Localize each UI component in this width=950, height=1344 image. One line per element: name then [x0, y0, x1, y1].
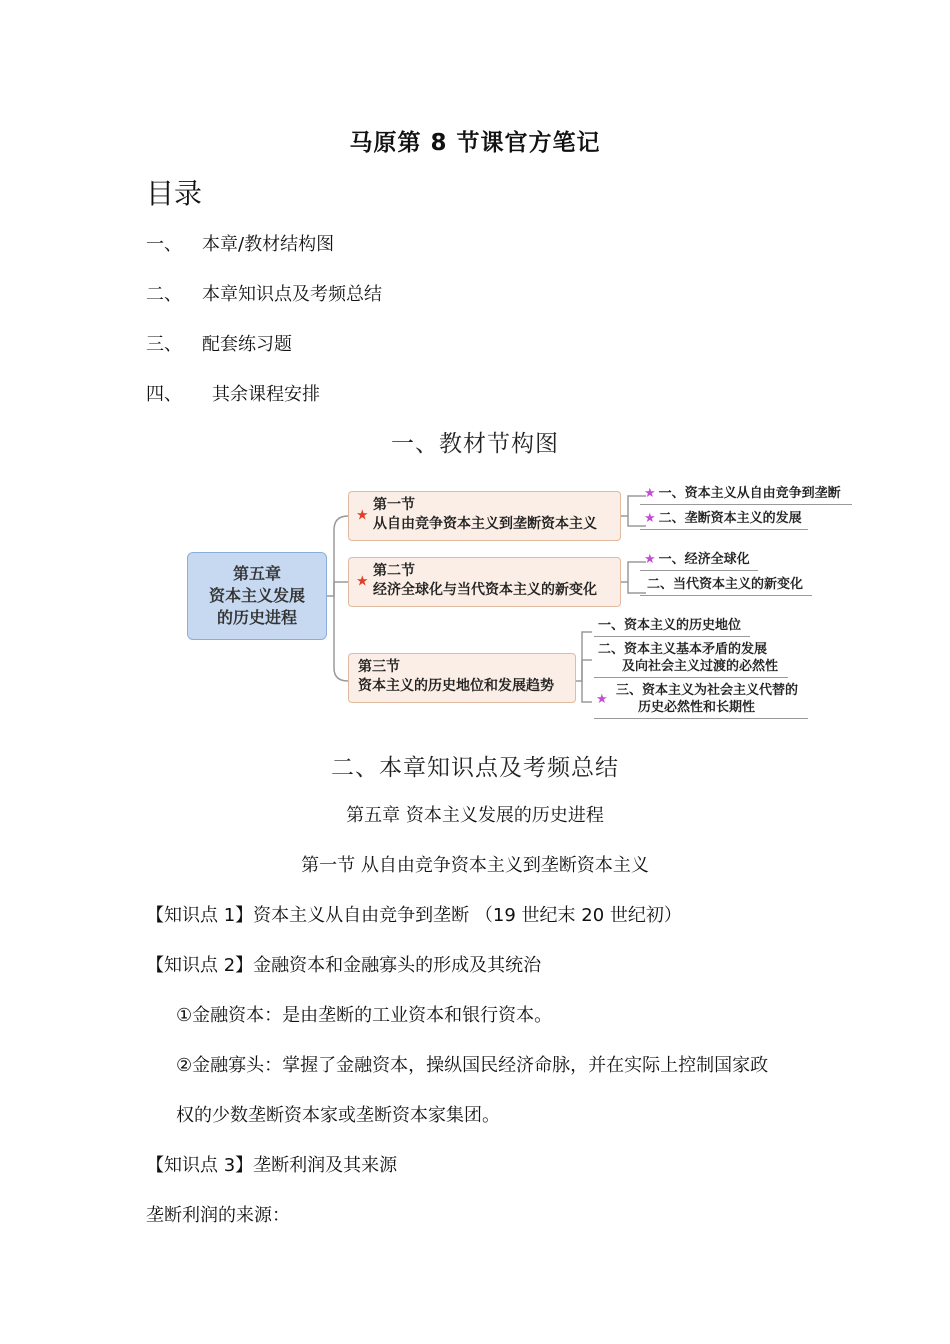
toc-item-number: 三、	[146, 334, 182, 355]
mindmap-leaf: 二、资本主义基本矛盾的发展 及向社会主义过渡的必然性	[594, 641, 788, 678]
mindmap-node-section-3	[348, 653, 576, 703]
mindmap-leaf: ★ 一、经济全球化	[640, 551, 758, 571]
section-heading-structure: 一、教材节构图	[391, 431, 559, 457]
mindmap-leaf: 二、当代资本主义的新变化	[640, 576, 812, 596]
mindmap-leaf: ★ 三、资本主义为社会主义代替的 历史必然性和长期性	[594, 682, 808, 719]
mindmap-leaf: 一、资本主义的历史地位	[594, 617, 750, 637]
kp2-definition-b: ②金融寡头：掌握了金融资本，操纵国民经济命脉，并在实际上控制国家政	[176, 1055, 769, 1076]
star-icon: ★	[644, 552, 656, 567]
toc-item-label: 其余课程安排	[212, 384, 320, 405]
chapter-title: 第五章 资本主义发展的历史进程	[346, 805, 604, 826]
toc-item-number: 四、	[146, 384, 182, 405]
toc-item-number: 一、	[146, 234, 182, 255]
section-heading-summary: 二、本章知识点及考频总结	[331, 755, 619, 781]
kp2-definition-a: ①金融资本：是由垄断的工业资本和银行资本。	[176, 1005, 553, 1026]
star-icon: ★	[356, 507, 369, 524]
toc-item-label: 本章/教材结构图	[202, 234, 335, 255]
page-title: 马原第 8 节课官方笔记	[349, 130, 601, 156]
mindmap-node-section-2	[348, 557, 621, 607]
knowledge-point-2: 【知识点 2】金融资本和金融寡头的形成及其统治	[146, 955, 542, 976]
node-subtitle: 经济全球化与当代资本主义的新变化	[373, 582, 597, 598]
knowledge-point-1: 【知识点 1】资本主义从自由竞争到垄断 （19 世纪末 20 世纪初）	[146, 905, 682, 926]
knowledge-point-3: 【知识点 3】垄断利润及其来源	[146, 1155, 398, 1176]
toc-item-number: 二、	[146, 284, 182, 305]
star-icon: ★	[356, 573, 369, 590]
node-title: 第一节	[373, 497, 415, 513]
node-title: 第二节	[373, 563, 415, 579]
star-icon: ★	[596, 692, 608, 707]
root-line: 资本主义发展	[208, 586, 305, 605]
root-line: 第五章	[232, 564, 281, 583]
node-subtitle: 从自由竞争资本主义到垄断资本主义	[373, 516, 597, 532]
kp3-text: 垄断利润的来源：	[146, 1205, 290, 1226]
toc-heading: 目录	[146, 177, 203, 210]
toc-item-label: 配套练习题	[202, 334, 292, 355]
section-title: 第一节 从自由竞争资本主义到垄断资本主义	[301, 855, 649, 876]
mindmap-node-section-1	[348, 491, 621, 541]
node-subtitle: 资本主义的历史地位和发展趋势	[358, 678, 554, 694]
toc-item-label: 本章知识点及考频总结	[202, 284, 382, 305]
star-icon: ★	[644, 486, 656, 501]
star-icon: ★	[644, 511, 656, 526]
mindmap-root-chapter	[187, 552, 327, 640]
mindmap-leaf: ★ 一、资本主义从自由竞争到垄断	[640, 485, 852, 505]
root-line: 的历史进程	[216, 608, 297, 627]
kp2-definition-b-cont: 权的少数垄断资本家或垄断资本家集团。	[176, 1105, 500, 1126]
node-title: 第三节	[358, 659, 400, 675]
mindmap-leaf: ★ 二、垄断资本主义的发展	[640, 510, 808, 530]
